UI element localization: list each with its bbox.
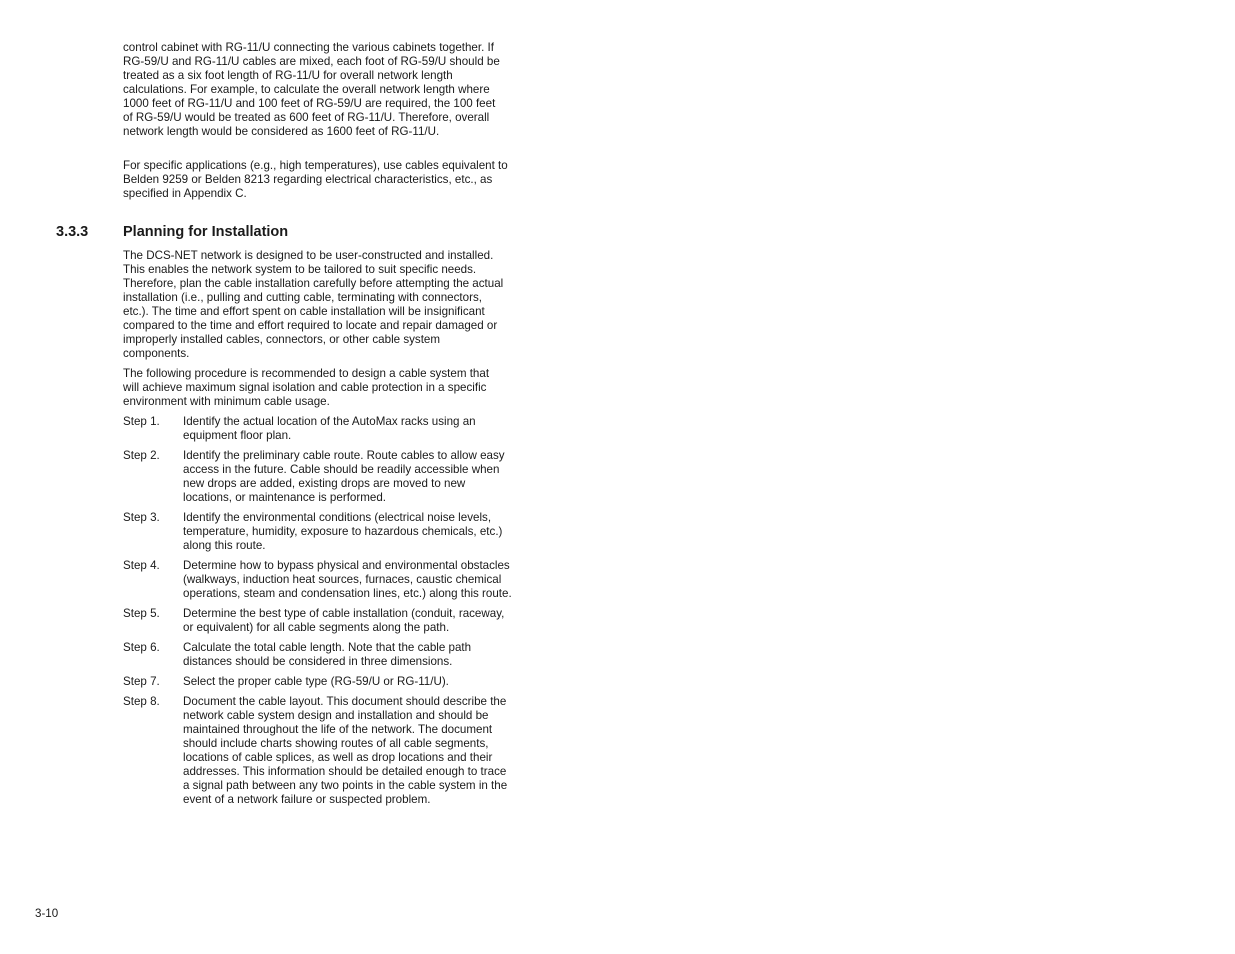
step-text: Determine the best type of cable installation (conduit, raceway, or equivalent) for all cable segments along the path. [183,607,505,634]
step-item [123,641,513,669]
intro-continuation-paragraph: control cabinet with RG-11/U connecting the various cabinets together. If RG-59/U and RG-11/U cables are mixed, each foot of RG-59/U should be treated as a six foot length of RG-11/U for overall network length calculations. For example, to calculate the overall network length where 1000 feet of RG-11/U and 100 feet of RG-59/U are required, the 100 feet of RG-59/U would be treated as 600 feet of RG-11/U. Therefore, overall network length would be considered as 1600 feet of RG-11/U. [123,41,500,138]
planning-paragraph: The DCS-NET network is designed to be user-constructed and installed. This enables the network system to be tailored to suit specific needs. Therefore, plan the cable installation carefully before attempting the actual installation (i.e., pulling and cutting cable, terminating with connectors, etc.). The time and effort spent on cable installation will be insignificant compared to the time and effort required to locate and repair damaged or improperly installed cables, connectors, or other cable system components. [123,249,504,360]
section-number: 3.3.3 [56,224,89,240]
step-label: Step 8. [123,695,160,708]
step-text: Select the proper cable type (RG-59/U or RG-11/U). [183,675,449,688]
step-item [123,675,513,689]
step-text: Document the cable layout. This document should describe the network cable system design and installation and should be maintained throughout the life of the network. The document should include charts showing routes of all cable segments, locations of cable splices, as well as drop locations and their addresses. This information should be detailed enough to trace a signal path between any two points in the cable system in the event of a network failure or suspected problem. [183,695,508,806]
step-text: Identify the actual location of the AutoMax racks using an equipment floor plan. [183,415,476,442]
section-title: Planning for Installation [123,224,289,240]
procedure-steps-list [123,415,513,813]
step-label: Step 4. [123,559,160,572]
step-item [123,695,513,807]
step-label: Step 2. [123,449,160,462]
step-label: Step 3. [123,511,160,524]
step-item [123,415,513,443]
step-label: Step 7. [123,675,160,688]
procedure-intro-paragraph: The following procedure is recommended to design a cable system that will achieve maximum signal isolation and cable protection in a specific environment with minimum cable usage. [123,367,490,408]
step-label: Step 5. [123,607,160,620]
step-label: Step 6. [123,641,160,654]
step-text: Determine how to bypass physical and environmental obstacles (walkways, induction heat sources, furnaces, caustic chemical operations, steam and condensation lines, etc.) along this route. [183,559,512,600]
page-number: 3-10 [35,907,59,920]
step-text: Identify the preliminary cable route. Route cables to allow easy access in the future. Cable should be readily accessible when new drops are added, existing drops are moved to new locations, or maintenance is performed. [183,449,505,504]
step-item [123,607,513,635]
step-item [123,511,513,553]
step-item [123,449,513,505]
step-text: Calculate the total cable length. Note that the cable path distances should be considered in three dimensions. [183,641,472,668]
step-label: Step 1. [123,415,160,428]
specific-applications-paragraph: For specific applications (e.g., high temperatures), use cables equivalent to Belden 9259 or Belden 8213 regarding electrical characteristics, etc., as specified in Appendix C. [123,159,508,200]
step-item [123,559,513,601]
step-text: Identify the environmental conditions (electrical noise levels, temperature, humidity, exposure to hazardous chemicals, etc.) along this route. [183,511,503,552]
